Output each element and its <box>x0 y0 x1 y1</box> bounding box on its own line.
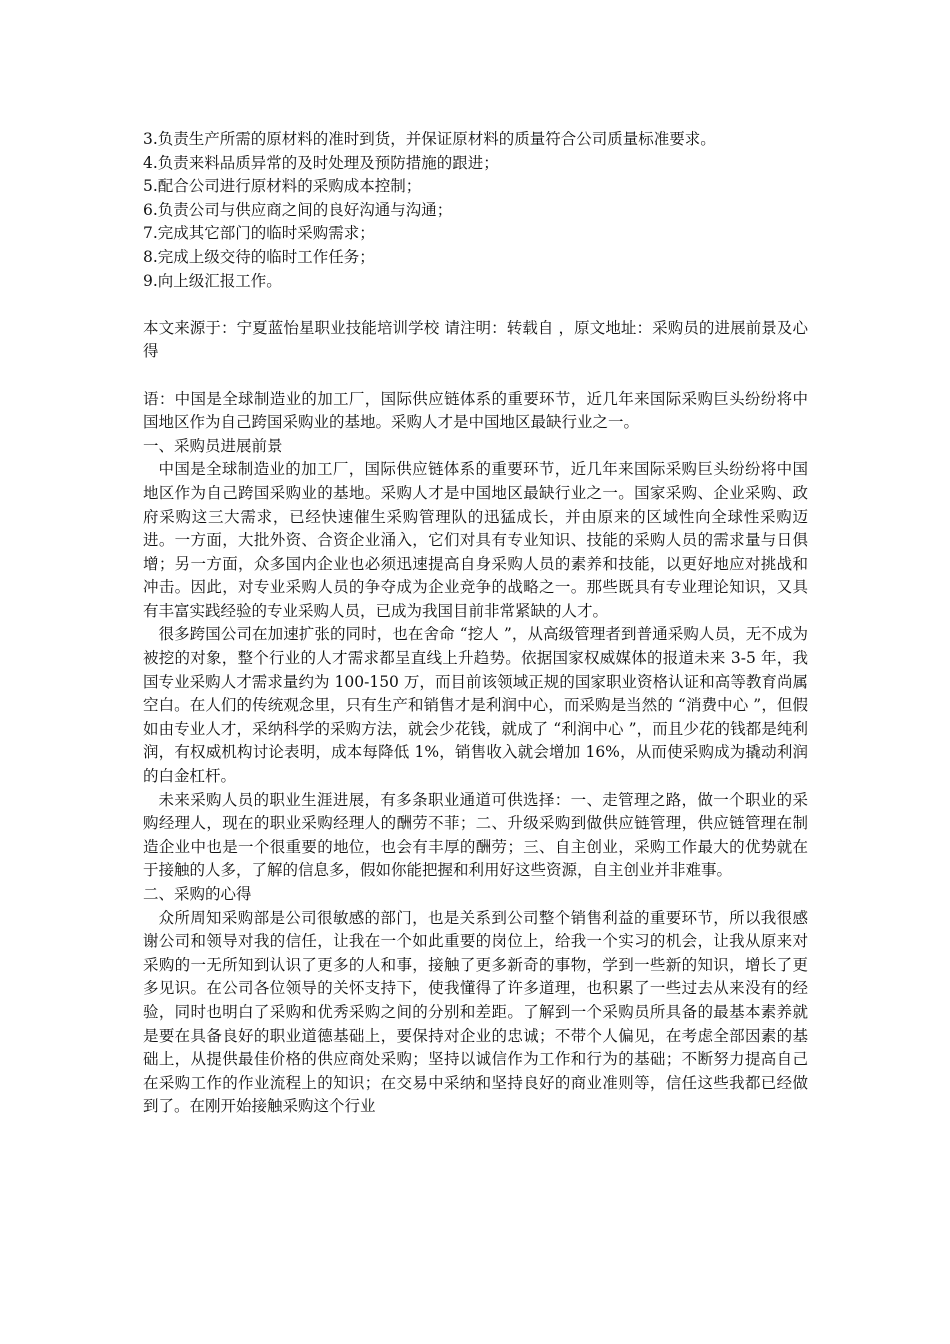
intro-paragraph: 语：中国是全球制造业的加工厂，国际供应链体系的重要环节，近几年来国际采购巨头纷纷将中国地区作为自己跨国采购业的基地。采购人才是中国地区最缺行业之一。 <box>143 389 808 432</box>
duty-item: 3.负责生产所需的原材料的准时到货，并保证原材料的质量符合公司质量标准要求。 <box>143 130 716 148</box>
section-heading: 一、采购员进展前景 <box>143 436 283 455</box>
duty-item: 9.向上级汇报工作。 <box>143 271 282 290</box>
body-paragraph: 中国是全球制造业的加工厂，国际供应链体系的重要环节，近几年来国际采购巨头纷纷将中国地区作为自己跨国采购业的基地。采购人才是中国地区最缺行业之一。国家采购、企业采购、政府采购这三大需求，已经快速催生采购管理队的迅猛成长，并由原来的区域性向全球性采购迈进。一方面，大批外资、合资企业涌入，它们对具有专业知识、技能的采购人员的需求量与日俱增；另一方面，众多国内企业也必须迅速提高自身采购人员的素养和技能，以更好地应对挑战和冲击。因此，对专业采购人员的争夺成为企业竞争的战略之一。那些既具有专业理论知识，又具有丰富实践经验的专业采购人员，已成为我国目前非常紧缺的人才。 <box>143 460 808 620</box>
body-paragraph: 很多跨国公司在加速扩张的同时，也在舍命 “挖人 ”，从高级管理者到普通采购人员，无不成为被挖的对象，整个行业的人才需求都呈直线上升趋势。依据国家权威媒体的报道未来 3-5 年，我国专业采购人才需求量约为 100-150 万，而目前该领域正规的国家职业资格认证和高等教育尚属空白。在人们的传统观念里，只有生产和销售才是利润中心，而采购是当然的 “消费中心 ”，但假如由专业人才，采纳科学的采购方法，就会少花钱，就成了 “利润中心 ”，而且少花的钱都是纯利润，有权威机构讨论表明，成本每降低 1%，销售收入就会增加 16%，从而使采购成为撬动利润的白金杠杆。 <box>143 625 808 786</box>
duty-item: 5.配合公司进行原材料的采购成本控制； <box>143 177 422 196</box>
spacer <box>143 293 808 317</box>
duty-item: 8.完成上级交待的临时工作任务； <box>143 247 375 266</box>
document-page <box>143 128 808 1119</box>
body-paragraph: 未来采购人员的职业生涯进展，有多条职业通道可供选择：一、走管理之路，做一个职业的采购经理人，现在的职业采购经理人的酬劳不菲；二、升级采购到做供应链管理，供应链管理在制造企业中也是一个很重要的地位，也会有丰厚的酬劳；三、自主创业，采购工作最大的优势就在于接触的人多，了解的信息多，假如你能把握和利用好这些资源，自主创业并非难事。 <box>143 790 808 880</box>
body-paragraph: 众所周知采购部是公司很敏感的部门，也是关系到公司整个销售利益的重要环节，所以我很感谢公司和领导对我的信任，让我在一个如此重要的岗位上，给我一个实习的机会，让我从原来对采购的一无所知到认识了更多的人和事，接触了更多新奇的事物，学到一些新的知识，增长了更多见识。在公司各位领导的关怀支持下，使我懂得了许多道理，也积累了一些过去从来没有的经验，同时也明白了采购和优秀采购之间的分别和差距。了解到一个采购员所具备的最基本素养就是要在具备良好的职业道德基础上，要保持对企业的忠诚；不带个人偏见，在考虑全部因素的基础上，从提供最佳价格的供应商处采购；坚持以诚信作为工作和行为的基础；不断努力提高自己在采购工作的作业流程上的知识；在交易中采纳和坚持良好的商业准则等，信任这些我都已经做到了。在刚开始接触采购这个行业 <box>143 908 808 1116</box>
source-note: 本文来源于：宁夏蓝怡星职业技能培训学校 请注明：转载自 ，原文地址：采购员的进展前景及心得 <box>143 318 808 361</box>
duty-item: 6.负责公司与供应商之间的良好沟通与沟通； <box>143 200 453 219</box>
spacer <box>143 364 808 388</box>
duty-item: 4.负责来料品质异常的及时处理及预防措施的跟进； <box>143 153 499 172</box>
duty-item: 7.完成其它部门的临时采购需求； <box>143 224 375 243</box>
section-heading: 二、采购的心得 <box>143 885 252 903</box>
